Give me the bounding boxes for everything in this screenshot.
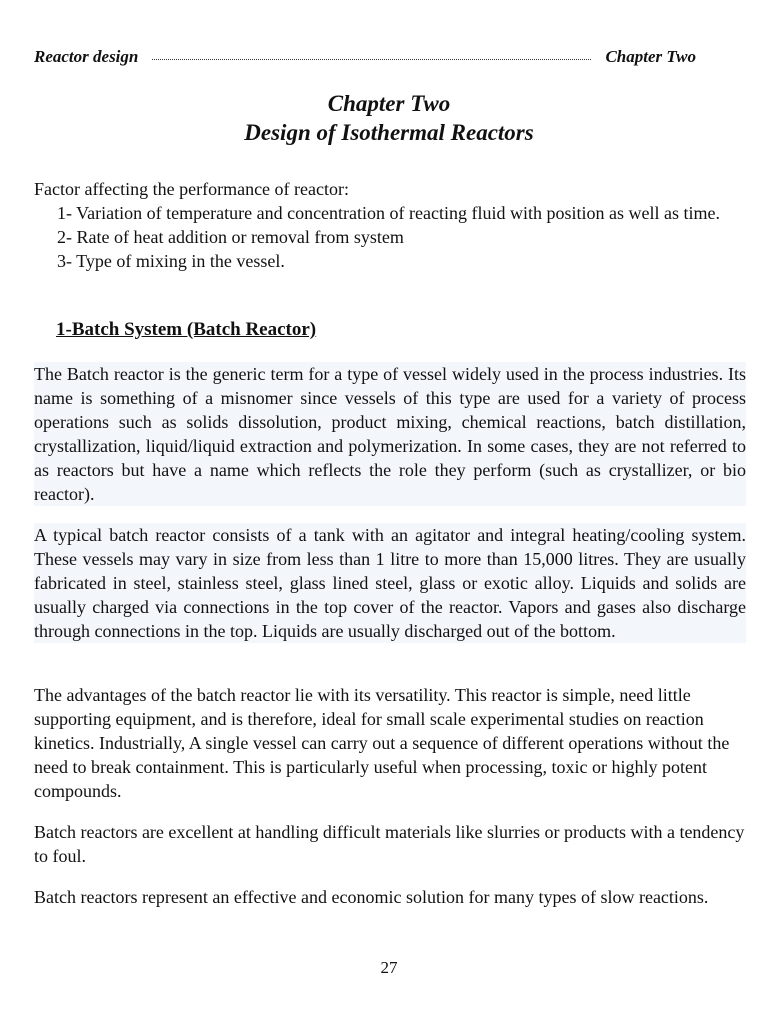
section-heading: 1-Batch System (Batch Reactor) xyxy=(56,319,317,340)
paragraph-economic-solution: Batch reactors represent an effective and economic solution for many types of slow reactions. xyxy=(34,887,709,907)
intro-lead: Factor affecting the performance of reactor: xyxy=(34,179,349,199)
chapter-subtitle: Design of Isothermal Reactors xyxy=(244,120,534,145)
paragraph-difficult-materials: Batch reactors are excellent at handling difficult materials like slurries or products with a tendency to foul. xyxy=(34,822,745,866)
factor-item: 3- Type of mixing in the vessel. xyxy=(57,251,285,271)
paragraph-advantages: The advantages of the batch reactor lie with its versatility. This reactor is simple, need little supporting equipment, and is therefore, ideal for small scale experimental studies on reaction kinetics. Industrially, A single vessel can carry out a sequence of different operations without the need to break containment. This is particularly useful when processing, toxic or highly potent compounds. xyxy=(34,685,730,801)
factor-item: 1- Variation of temperature and concentration of reacting fluid with position as well as time. xyxy=(57,203,720,223)
paragraph-batch-definition: The Batch reactor is the generic term for a type of vessel widely used in the process industries. Its name is something of a misnomer since vessels of this type are used for a variety of process operations such as solids dissolution, product mixing, chemical reactions, batch distillation, crystallization, liquid/liquid extraction and polymerization. In some cases, they are not referred to as reactors but have a name which reflects the role they perform (such as crystallizer, or bio reactor). xyxy=(34,364,746,504)
page-number: 27 xyxy=(380,958,398,977)
intro-section xyxy=(34,177,746,273)
running-header xyxy=(34,46,696,68)
chapter-title-block xyxy=(0,89,768,147)
chapter-title: Chapter Two xyxy=(327,91,451,116)
header-left-title: Reactor design xyxy=(34,47,139,66)
paragraph-batch-construction: A typical batch reactor consists of a tank with an agitator and integral heating/cooling system. These vessels may vary in size from less than 1 litre to more than 15,000 litres. They are usually fabricated in steel, stainless steel, glass lined steel, glass or exotic alloy. Liquids and solids are usually charged via connections in the top cover of the reactor. Vapors and gases also discharge through connections in the top. Liquids are usually discharged out of the bottom. xyxy=(34,525,746,641)
factors-list xyxy=(34,201,746,273)
header-dotted-rule xyxy=(152,59,591,60)
factor-item: 2- Rate of heat addition or removal from system xyxy=(57,227,404,247)
header-right-title: Chapter Two xyxy=(605,47,696,66)
